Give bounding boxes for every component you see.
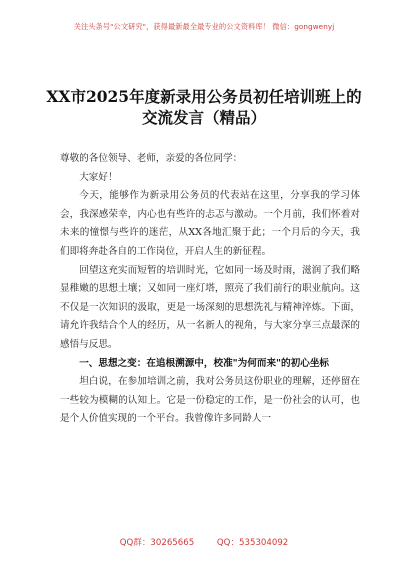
- section-heading: 一、思想之变：在追根溯源中，校准"为何而来"的初心坐标: [79, 357, 330, 369]
- body-paragraph: 坦白说，在参加培训之前，我对公务员这份职业的理解，还停留在一些较为模糊的认知上。它是一份稳定的工作，是一份社会的认可，也是个人价值实现的一个平台。我曾像许多同龄人一: [60, 376, 360, 425]
- body-paragraph: 回望这充实而短暂的培训时光，它如同一场及时雨，滋润了我们略显稚嫩的思想土壤；又如同一座灯塔，照亮了我们前行的职业航向。这不仅是一次知识的汲取，更是一场深刻的思想洗礼与精神淬炼。下面，请允许我结合个人的经历，从一名新人的视角，与大家分享三点最深的感悟与反思。: [60, 264, 360, 350]
- hello-line: 大家好！: [79, 171, 118, 183]
- qq-group-number: QQ群：30265665: [119, 538, 195, 548]
- greeting-line: 尊敬的各位领导、老师，亲爱的各位同学：: [60, 153, 243, 164]
- footer-contact: [0, 536, 408, 548]
- body-paragraph: 今天，能够作为新录用公务员的代表站在这里，分享我的学习体会，我深感荣幸，内心也有些许的忐忑与激动。一个月前，我们怀着对未来的憧憬与些许的迷茫，从XX各地汇聚于此；一个月后的今天，我们即将奔赴各自的工作岗位，开启人生的新征程。: [60, 190, 360, 257]
- document-body: [60, 150, 360, 429]
- document-title: XX市2025年度新录用公务员初任培训班上的交流发言（精品）: [46, 87, 362, 127]
- promo-banner: 关注头条号"公文研究"，获得最新最全最专业的公文资料库！ 微信：gongwenyj: [73, 22, 335, 31]
- qq-number: QQ：535304092: [216, 538, 289, 548]
